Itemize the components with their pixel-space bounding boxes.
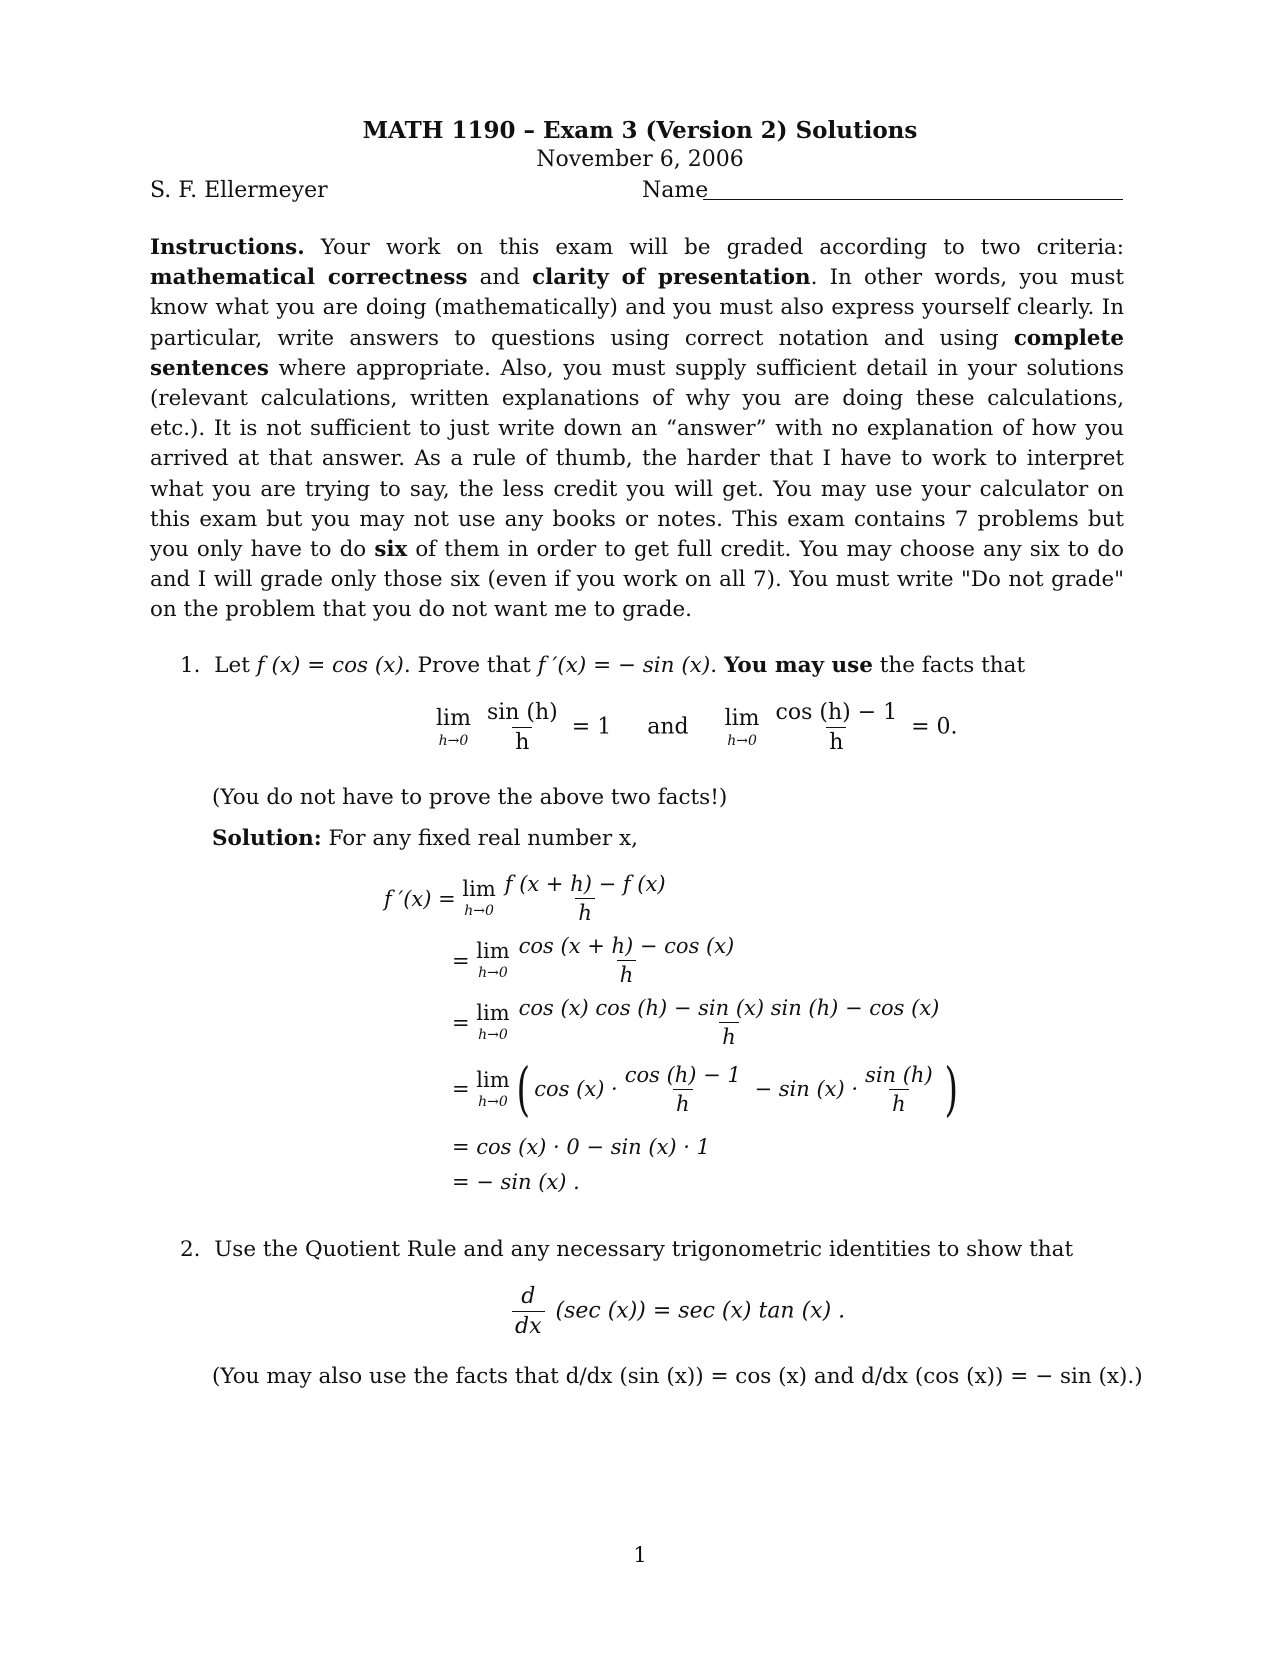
exam-title: MATH 1190 – Exam 3 (Version 2) Solutions (362, 117, 918, 144)
lim-subscript: h→0 (478, 1027, 508, 1043)
denominator: h (673, 1089, 693, 1116)
denominator: dx (512, 1311, 545, 1339)
denominator: h (826, 727, 846, 755)
fraction (502, 872, 669, 925)
problem-1-bold: You may use (723, 653, 873, 678)
term-cos: cos (x) · (534, 1077, 618, 1101)
instructions-bold: six (374, 537, 408, 563)
lim-subscript: h→0 (478, 1093, 508, 1110)
numerator: cos (x) cos (h) − sin (x) sin (h) − cos (x) (518, 996, 940, 1020)
lim-text: lim (462, 877, 496, 901)
left-paren: ( (516, 1055, 530, 1123)
numerator: d (521, 1284, 536, 1309)
numerator: cos (x + h) − cos (x) (518, 934, 735, 958)
derivation-row-1 (384, 872, 673, 925)
name-field-label: Name (642, 178, 709, 203)
numerator: cos (h) − 1 (624, 1062, 741, 1087)
derivation-row-4 (452, 1055, 962, 1123)
problem-1-text: the facts that (872, 653, 1026, 678)
problem-1-text: Let (214, 653, 257, 678)
problem-1-derivative: f ′(x) = − sin (x) (537, 653, 711, 678)
lim-subscript: h→0 (438, 732, 469, 749)
instructions-text: of them in order to get full credit. You may choose any six to do and I will grade only those six (even if you work on all 7). You must write "Do not grade" on the problem that you do not want me to grade. (150, 537, 1124, 623)
limit-operator (476, 1067, 510, 1110)
instructions-lead: Instructions. (150, 235, 305, 260)
derivation-result: = − sin (x) . (452, 1170, 580, 1194)
derivative-operator (512, 1284, 545, 1339)
problem-1-number: 1. (180, 653, 201, 678)
solution-text: For any fixed real number x, (321, 826, 638, 851)
fraction (622, 1063, 744, 1116)
problem-2-note: (You may also use the facts that d/dx (sin (x)) = cos (x) and d/dx (cos (x)) = − sin (x).) (212, 1364, 1143, 1389)
right-paren: ) (944, 1055, 958, 1123)
lim-text: lim (476, 1067, 510, 1092)
equals-sign: = (452, 1077, 470, 1101)
lim-subscript: h→0 (727, 732, 757, 749)
instructions-text: where appropriate. Also, you must supply sufficient detail in your solutions (relevant calculations, written explanations of why you are doing these calculations, etc.). It is not sufficient to just write down an “answer” with no explanation of how you arrived at that answer. As a rule of thumb, the harder that I have to work to interpret what you are trying to say, the less credit you will get. You may use your calculator on this exam but you may not use any books or notes. This exam contains 7 problems but you only have to do (150, 355, 1124, 563)
fact-2-rhs: = 0. (911, 714, 958, 740)
numerator: f (x + h) − f (x) (504, 872, 666, 896)
denominator: h (889, 1089, 909, 1116)
equals-sign: = (452, 948, 470, 973)
problem-2-number: 2. (180, 1237, 201, 1262)
lim-text: lim (476, 939, 510, 963)
limit-operator (476, 941, 509, 980)
instructions-bold: clarity of presentation (532, 265, 811, 291)
exam-date: November 6, 2006 (536, 147, 744, 172)
fraction (516, 996, 943, 1049)
fact-1-rhs: = 1 (571, 714, 612, 740)
problem-1-function: f (x) = cos (x) (256, 653, 404, 678)
fraction (862, 1063, 936, 1116)
and-text: and (647, 714, 689, 740)
derivation-lhs: f ′(x) = (384, 886, 456, 911)
numerator: sin (h) (486, 700, 558, 725)
numerator: sin (h) (865, 1062, 933, 1087)
lim-text: lim (724, 705, 760, 731)
denominator: h (719, 1022, 739, 1049)
term-sin: − sin (x) · (754, 1077, 859, 1101)
author-name: S. F. Ellermeyer (150, 178, 328, 203)
denominator: h (575, 898, 595, 925)
limit-operator (476, 1003, 509, 1042)
limit-operator (462, 879, 495, 918)
problem-2-text: Use the Quotient Rule and any necessary trigonometric identities to show that (214, 1237, 1074, 1262)
equals-sign: = (452, 1010, 470, 1035)
solution-label: Solution: (212, 826, 322, 851)
fraction (516, 934, 738, 987)
instructions-text: and (467, 265, 533, 291)
page-number: 1 (633, 1543, 647, 1567)
instructions-bold: mathematical correctness (150, 265, 468, 291)
problem-1-note: (You do not have to prove the above two facts!) (212, 785, 728, 810)
denominator: h (512, 727, 532, 755)
problem-2-formula (508, 1284, 845, 1339)
instructions-text: Your work on this exam will be graded according to two criteria: (304, 235, 1124, 260)
derivation-row-6 (452, 1170, 580, 1194)
lim-subscript: h→0 (478, 965, 508, 981)
numerator: cos (h) − 1 (775, 700, 898, 725)
derivation-row-3 (452, 996, 946, 1049)
problem-1-text: . Prove that (403, 653, 538, 678)
denominator: h (617, 960, 637, 987)
derivation-row-5 (452, 1135, 710, 1159)
formula-text: (sec (x)) = sec (x) tan (x) . (555, 1298, 846, 1324)
derivation-step: = cos (x) · 0 − sin (x) · 1 (452, 1135, 710, 1159)
problem-1-text: . (710, 653, 724, 678)
lim-text: lim (436, 705, 471, 731)
instructions-bold: complete sentences (150, 325, 1124, 381)
derivation-row-2 (452, 934, 741, 987)
problem-2-statement (180, 1237, 1073, 1262)
instructions-text: . In other words, you must know what you are doing (mathematically) and you must also express yourself clearly. In particular, write answers to questions using correct notation and using (150, 265, 1124, 351)
lim-subscript: h→0 (464, 903, 494, 919)
lim-text: lim (476, 1001, 510, 1025)
